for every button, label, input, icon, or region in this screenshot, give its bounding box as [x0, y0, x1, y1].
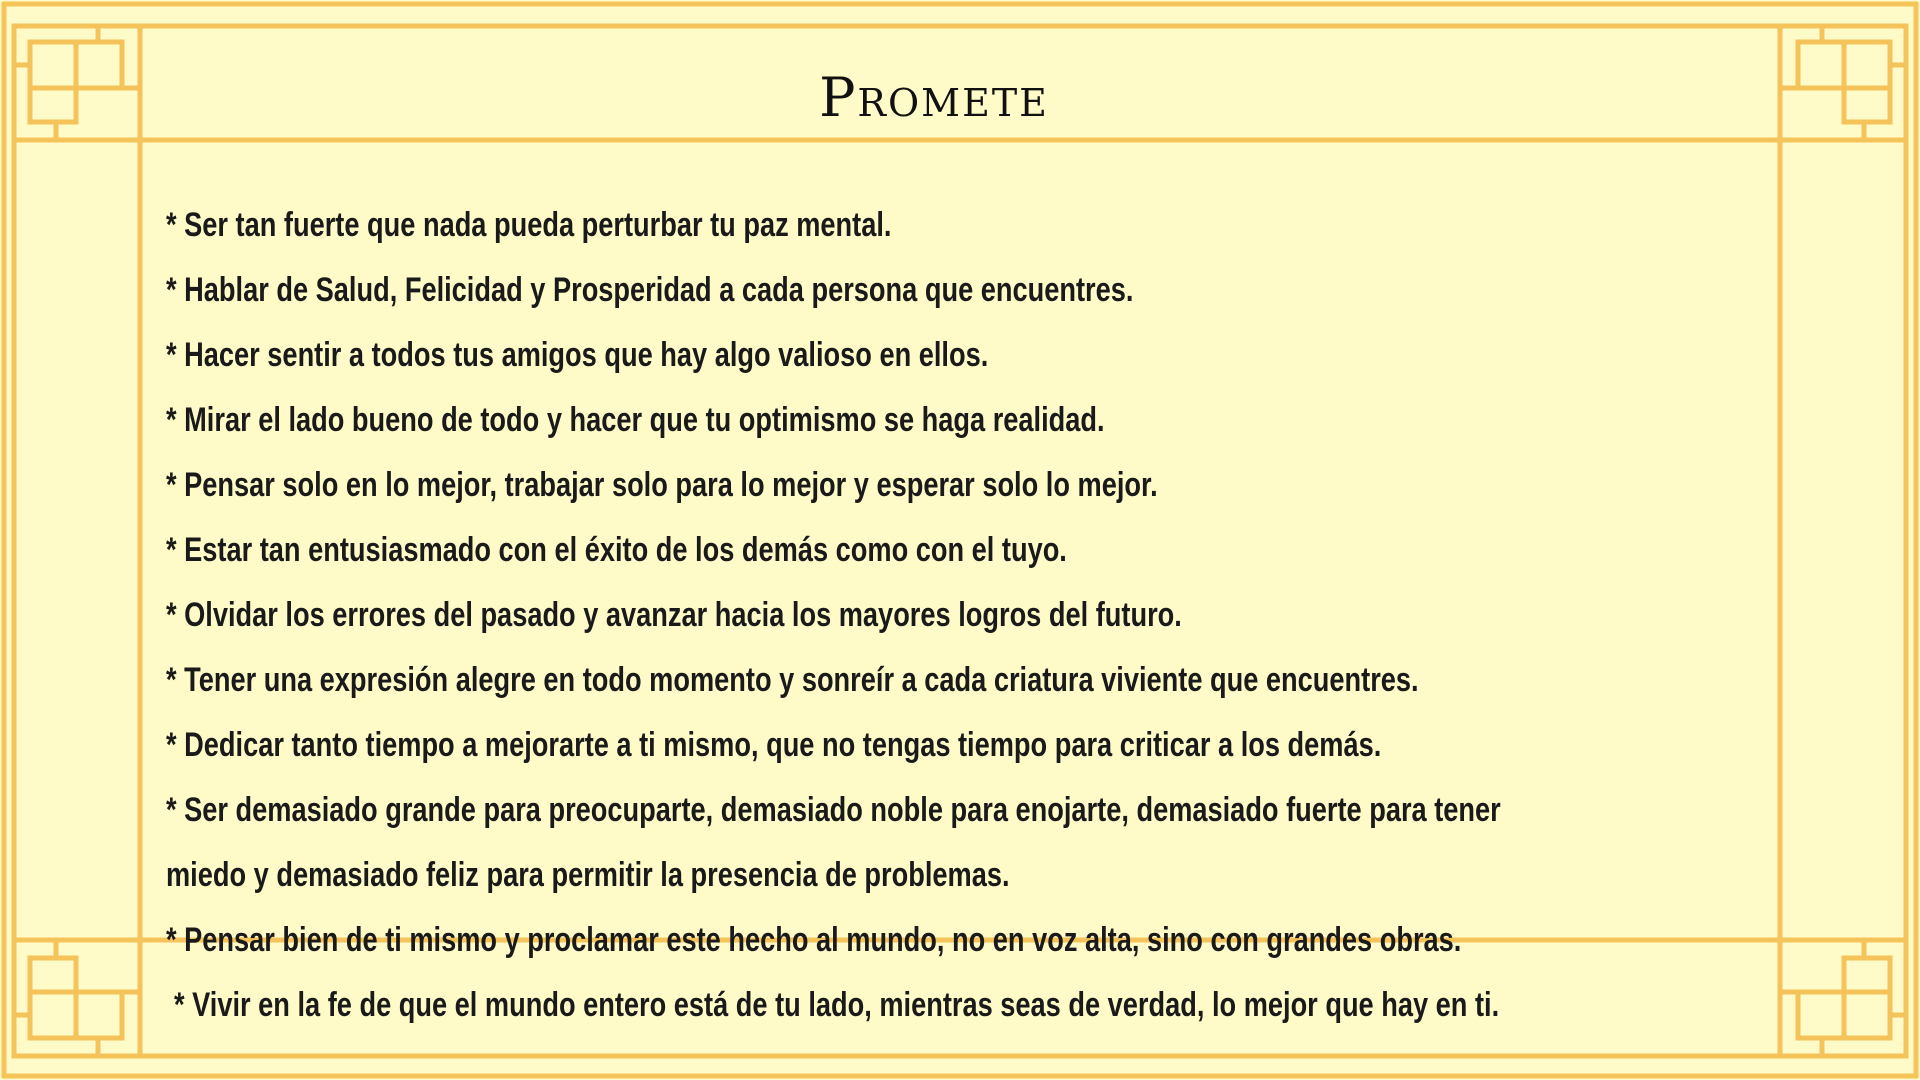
list-item-continuation: miedo y demasiado feliz para permitir la presencia de problemas.: [166, 856, 1010, 894]
list-item: * Hacer sentir a todos tus amigos que hay algo valioso en ellos.: [166, 336, 989, 374]
page-title: Promete: [819, 66, 1049, 129]
list-item: * Pensar bien de ti mismo y proclamar este hecho al mundo, no en voz alta, sino con grandes obras.: [166, 921, 1462, 959]
list-item: * Tener una expresión alegre en todo momento y sonreír a cada criatura viviente que encuentres.: [166, 661, 1419, 699]
list-item: * Hablar de Salud, Felicidad y Prosperidad a cada persona que encuentres.: [166, 271, 1134, 309]
list-item: * Vivir en la fe de que el mundo entero está de tu lado, mientras seas de verdad, lo mejor que hay en ti.: [174, 986, 1500, 1024]
promise-list: [166, 193, 1726, 1038]
list-item: * Dedicar tanto tiempo a mejorarte a ti mismo, que no tengas tiempo para criticar a los demás.: [166, 726, 1382, 764]
list-item: * Olvidar los errores del pasado y avanzar hacia los mayores logros del futuro.: [166, 596, 1182, 634]
list-item: * Estar tan entusiasmado con el éxito de los demás como con el tuyo.: [166, 531, 1067, 569]
list-item: * Ser demasiado grande para preocuparte, demasiado noble para enojarte, demasiado fuerte para tener: [166, 791, 1501, 829]
list-item: * Mirar el lado bueno de todo y hacer que tu optimismo se haga realidad.: [166, 401, 1105, 439]
corner-ornament-bottom-left: [14, 940, 140, 1056]
list-item: * Pensar solo en lo mejor, trabajar solo para lo mejor y esperar solo lo mejor.: [166, 466, 1158, 504]
corner-ornament-bottom-right: [1780, 940, 1906, 1056]
list-item: * Ser tan fuerte que nada pueda perturbar tu paz mental.: [166, 206, 892, 244]
